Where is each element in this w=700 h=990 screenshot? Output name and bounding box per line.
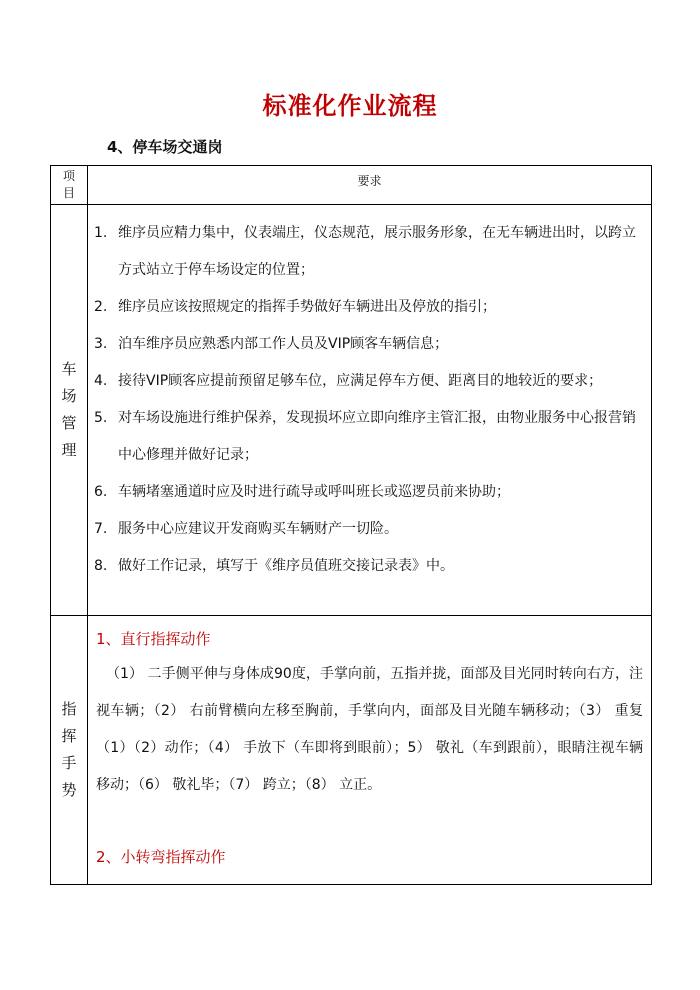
- list-item-number: 5.: [94, 410, 108, 426]
- list-item: [94, 326, 645, 363]
- header-item-line2: 目: [62, 186, 75, 200]
- list-item-text: 对车场设施进行维护保养，发现损坏应立即向维序主管汇报，由物业服务中心报营销中心修理并做好记录；: [118, 410, 636, 463]
- header-item-cell: [51, 166, 88, 205]
- small-turn-signal-heading: 2、小转弯指挥动作: [96, 848, 226, 866]
- list-item: [94, 511, 645, 548]
- list-item-number: 2.: [94, 299, 108, 315]
- straight-signal-heading: 1、直行指挥动作: [96, 630, 211, 648]
- list-item: [94, 548, 645, 585]
- list-item: [94, 215, 645, 289]
- label-char: 管: [61, 414, 77, 432]
- table-header-row: [51, 166, 652, 205]
- straight-signal-description: （1） 二手侧平伸与身体成90度，手掌向前，五指并拢，面部及目光同时转向右方，注视车辆；（2） 右前臂横向左移至胸前，手掌向内，面部及目光随车辆移动；（3） 重复（1）（2）动作；（4） 手放下（车即将到眼前）；5） 敬礼（车到跟前），眼睛注视车辆移动；（6） 敬礼毕；（7） 跨立；（8） 立正。: [96, 666, 643, 793]
- table-row-parking-management: [51, 205, 652, 616]
- label-parking-management: [51, 205, 88, 616]
- label-char: 车: [61, 360, 77, 378]
- list-item-number: 3.: [94, 336, 108, 352]
- header-item-line1: 项: [62, 169, 75, 183]
- list-item: [94, 400, 645, 474]
- list-item-text: 维序员应该按照规定的指挥手势做好车辆进出及停放的指引；: [118, 299, 496, 315]
- list-item-number: 7.: [94, 521, 108, 537]
- label-char: 理: [61, 441, 77, 459]
- procedure-table: [50, 165, 652, 885]
- label-char: 势: [61, 781, 77, 799]
- list-item-text: 泊车维序员应熟悉内部工作人员及VIP顾客车辆信息；: [118, 336, 449, 352]
- list-item-number: 1.: [94, 225, 108, 241]
- header-requirements-cell: 要求: [88, 166, 652, 205]
- list-item-text: 接待VIP顾客应提前预留足够车位，应满足停车方便、距离目的地较近的要求；: [118, 373, 603, 389]
- label-char: 手: [61, 754, 77, 772]
- label-char: 场: [61, 387, 77, 405]
- spacer: [96, 804, 643, 844]
- list-item: [94, 474, 645, 511]
- label-char: 指: [61, 700, 77, 718]
- list-item-text: 维序员应精力集中，仪表端庄，仪态规范，展示服务形象，在无车辆进出时，以跨立方式站立于停车场设定的位置；: [118, 225, 636, 278]
- list-item-number: 4.: [94, 373, 108, 389]
- page-title: 标准化作业流程: [262, 92, 438, 120]
- hand-signals-content: [88, 616, 652, 885]
- list-item-number: 6.: [94, 484, 108, 500]
- table-row-hand-signals: [51, 616, 652, 885]
- requirements-list: [88, 205, 652, 616]
- list-item: [94, 363, 645, 400]
- list-item-number: 8.: [94, 558, 108, 574]
- list-item: [94, 289, 645, 326]
- list-item-text: 服务中心应建议开发商购买车辆财产一切险。: [118, 521, 398, 537]
- list-item-text: 车辆堵塞通道时应及时进行疏导或呼叫班长或巡逻员前来协助；: [118, 484, 510, 500]
- section-subtitle: 4、停车场交通岗: [107, 138, 223, 156]
- list-item-text: 做好工作记录，填写于《维序员值班交接记录表》中。: [118, 558, 454, 574]
- label-hand-signals: [51, 616, 88, 885]
- label-char: 挥: [61, 727, 77, 745]
